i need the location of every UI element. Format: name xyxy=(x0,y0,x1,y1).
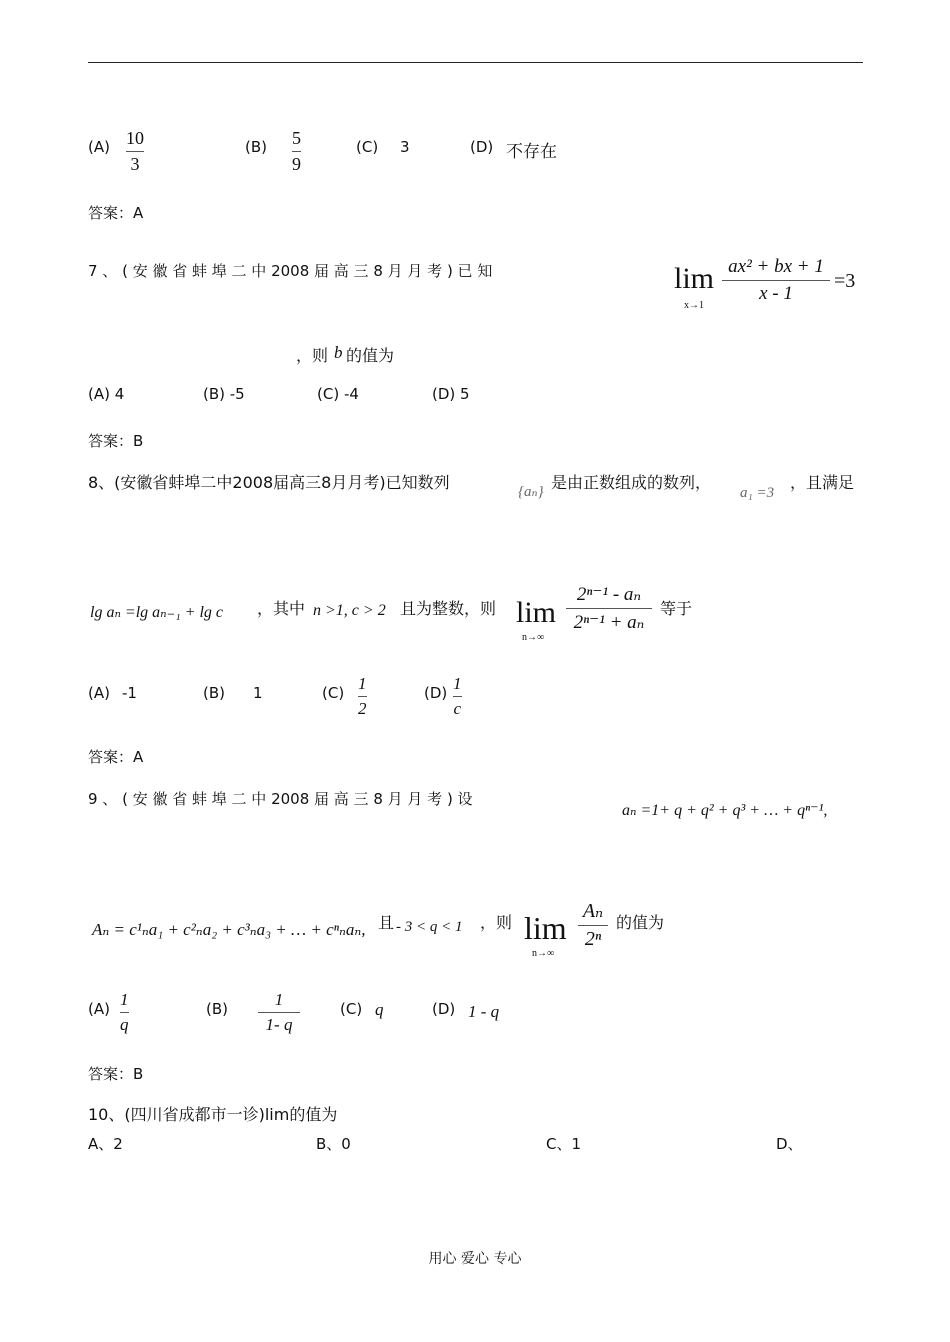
q9-lim-sub: n→∞ xyxy=(532,948,555,959)
q7-option-a: (A) 4 xyxy=(88,385,125,403)
q8-relation: lg aₙ =lg aₙ₋₁ + lg c xyxy=(90,604,224,621)
q9-option-d-value: 1 - q xyxy=(468,1002,500,1021)
q6-option-c-label: (C) xyxy=(356,138,379,156)
q8-stem-mid: 是由正数组成的数列， xyxy=(551,473,712,492)
q9-option-b-label: (B) xyxy=(206,1000,228,1018)
q8-option-c-fraction: 1 2 xyxy=(358,674,367,718)
q9-option-d-label: (D) xyxy=(432,1000,456,1018)
q9-option-a-label: (A) xyxy=(88,1000,110,1018)
q9-lim: lim xyxy=(524,910,567,946)
q7-tail-var: b xyxy=(334,343,343,362)
q6-option-d-label: (D) xyxy=(470,138,494,156)
q9-fraction: Aₙ 2ⁿ xyxy=(578,898,608,951)
q10-option-a: A、2 xyxy=(88,1135,123,1153)
q10-stem: 10、(四川省成都市一诊)lim的值为 xyxy=(88,1105,338,1124)
q8-option-a-label: (A) xyxy=(88,684,110,702)
q9-stem: 9 、 ( 安 徽 省 蚌 埠 二 中 2008 届 高 三 8 月 月 考 ) 设 xyxy=(88,790,473,808)
q9-option-b-fraction: 1 1- q xyxy=(258,990,300,1035)
q9-tail: 的值为 xyxy=(616,913,665,932)
q6-answer: 答案：A xyxy=(88,204,144,222)
q8-answer: 答案：A xyxy=(88,748,144,766)
q8-tail: 等于 xyxy=(660,599,693,618)
q7-lim-sub: x→1 xyxy=(684,300,704,311)
q6-option-b-label: (B) xyxy=(245,138,267,156)
q9-option-c-value: q xyxy=(375,1000,384,1019)
q8-option-c-label: (C) xyxy=(322,684,345,702)
q7-answer: 答案：B xyxy=(88,432,144,450)
q9-an-formula: aₙ =1+ q + q² + q³ + … + qⁿ⁻¹, xyxy=(622,802,828,819)
q8-option-d-fraction: 1 c xyxy=(453,674,462,718)
q8-option-d-label: (D) xyxy=(424,684,448,702)
q8-lim-sub: n→∞ xyxy=(522,632,545,643)
q8-lim: lim xyxy=(516,596,557,629)
q9-cond-post: ，则 xyxy=(480,913,513,932)
q7-option-c: (C) -4 xyxy=(317,385,359,403)
q8-fraction: 2ⁿ⁻¹ - aₙ 2ⁿ⁻¹ + aₙ xyxy=(566,583,652,634)
q8-option-b-label: (B) xyxy=(203,684,225,702)
q8-sequence: {aₙ} xyxy=(518,484,544,500)
q8-stem: 8、(安徽省蚌埠二中2008届高三8月月考)已知数列 xyxy=(88,473,450,492)
q9-option-c-label: (C) xyxy=(340,1000,363,1018)
page-footer: 用心 爱心 专心 xyxy=(428,1251,522,1267)
q7-fraction: ax² + bx + 1 x - 1 xyxy=(722,256,830,305)
q6-option-a-fraction: 10 3 xyxy=(126,128,144,174)
q10-option-b: B、0 xyxy=(316,1135,351,1153)
q7-option-b: (B) -5 xyxy=(203,385,245,403)
q10-option-d: D、 xyxy=(776,1135,803,1153)
q8-option-a-value: -1 xyxy=(122,684,137,702)
q7-equals: =3 xyxy=(834,270,856,292)
q6-option-c-value: 3 xyxy=(400,138,410,156)
q8-cond-pre: ，其中 xyxy=(257,599,306,618)
q8-cond-post: 且为整数，则 xyxy=(400,599,497,618)
q9-answer: 答案：B xyxy=(88,1065,144,1083)
q10-option-c: C、1 xyxy=(546,1135,582,1153)
q8-option-b-value: 1 xyxy=(253,684,263,702)
q8-cond: n >1, c > 2 xyxy=(313,602,386,619)
q7-option-d: (D) 5 xyxy=(432,385,470,403)
q9-An-formula: Aₙ = c¹ₙa₁ + c²ₙa₂ + c³ₙa₃ + … + cⁿₙaₙ, xyxy=(92,920,366,939)
q7-stem: 7 、 ( 安 徽 省 蚌 埠 二 中 2008 届 高 三 8 月 月 考 ) 已 知 xyxy=(88,262,493,280)
q9-cond-pre: 且 xyxy=(378,913,395,932)
q8-stem-end: ，且满足 xyxy=(790,473,855,492)
q7-tail-pre: ，则 xyxy=(296,346,329,365)
q6-option-a-label: (A) xyxy=(88,138,110,156)
q7-lim: lim xyxy=(674,262,715,295)
q8-a1: a₁ =3 xyxy=(740,485,775,501)
q7-tail-post: 的值为 xyxy=(346,346,395,365)
header-rule xyxy=(88,62,863,63)
q6-option-d-value: 不存在 xyxy=(506,142,557,162)
q6-option-b-fraction: 5 9 xyxy=(292,128,301,174)
q9-cond: - 3 < q < 1 xyxy=(396,919,463,935)
q9-option-a-fraction: 1 q xyxy=(120,990,129,1034)
